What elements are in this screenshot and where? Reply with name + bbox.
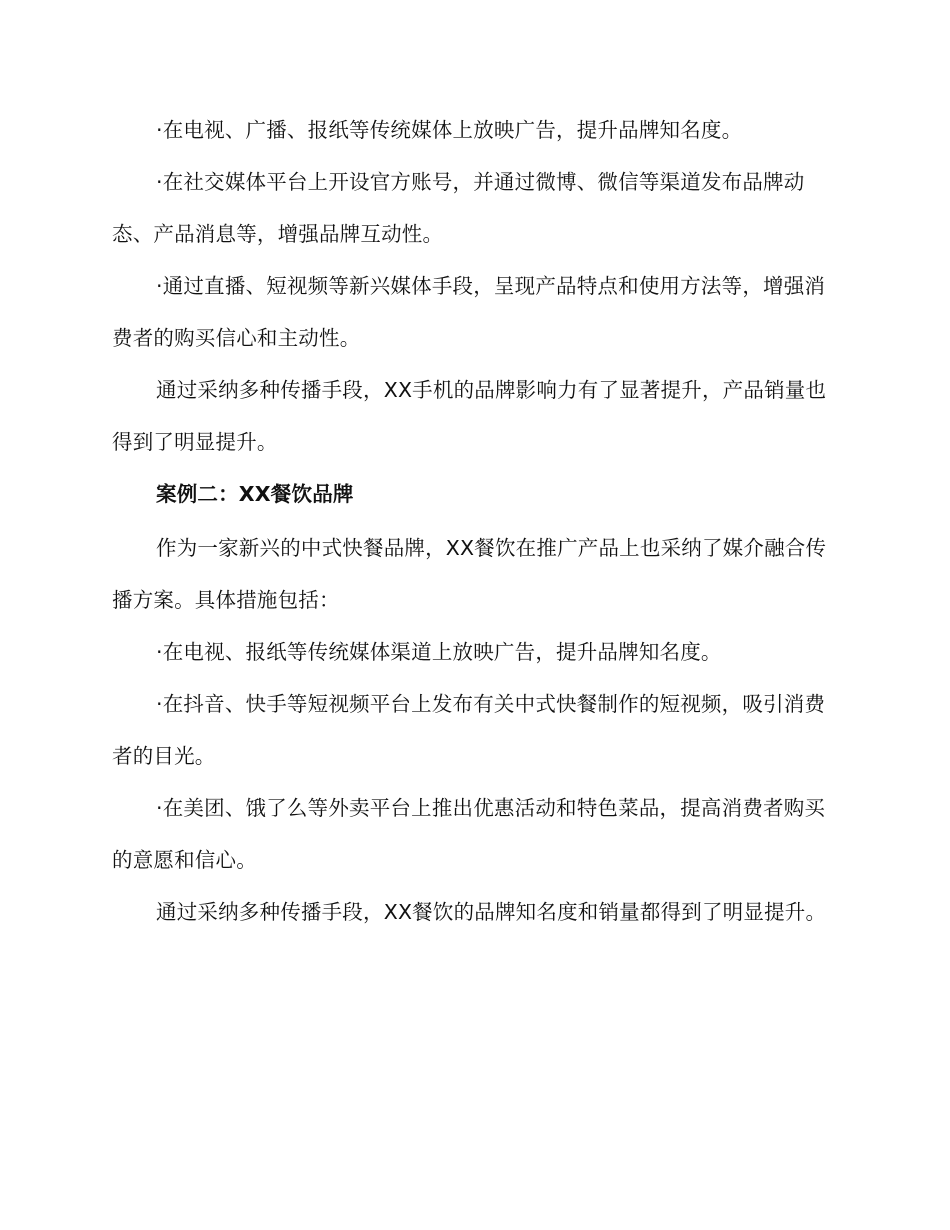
intro-catering-case: 作为一家新兴的中式快餐品牌，XX餐饮在推广产品上也采纳了媒介融合传播方案。具体措施包括： bbox=[112, 536, 827, 612]
bullet-social-media: ·在社交媒体平台上开设官方账号，并通过微博、微信等渠道发布品牌动态、产品消息等，增强品牌互动性。 bbox=[112, 170, 805, 246]
summary-phone-case: 通过采纳多种传播手段，XX手机的品牌影响力有了显著提升，产品销量也得到了明显提升。 bbox=[112, 378, 827, 454]
summary-catering-case: 通过采纳多种传播手段，XX餐饮的品牌知名度和销量都得到了明显提升。 bbox=[156, 900, 827, 924]
bullet-live-streaming: ·通过直播、短视频等新兴媒体手段，呈现产品特点和使用方法等，增强消费者的购买信心和主动性。 bbox=[112, 274, 826, 350]
bullet-delivery-platforms: ·在美团、饿了么等外卖平台上推出优惠活动和特色菜品，提高消费者购买的意愿和信心。 bbox=[112, 796, 826, 872]
case-two-heading: 案例二：XX餐饮品牌 bbox=[156, 482, 354, 506]
bullet-catering-traditional-media: ·在电视、报纸等传统媒体渠道上放映广告，提升品牌知名度。 bbox=[156, 640, 722, 664]
bullet-traditional-media: ·在电视、广播、报纸等传统媒体上放映广告，提升品牌知名度。 bbox=[156, 118, 743, 142]
bullet-short-video: ·在抖音、快手等短视频平台上发布有关中式快餐制作的短视频，吸引消费者的目光。 bbox=[112, 692, 826, 768]
